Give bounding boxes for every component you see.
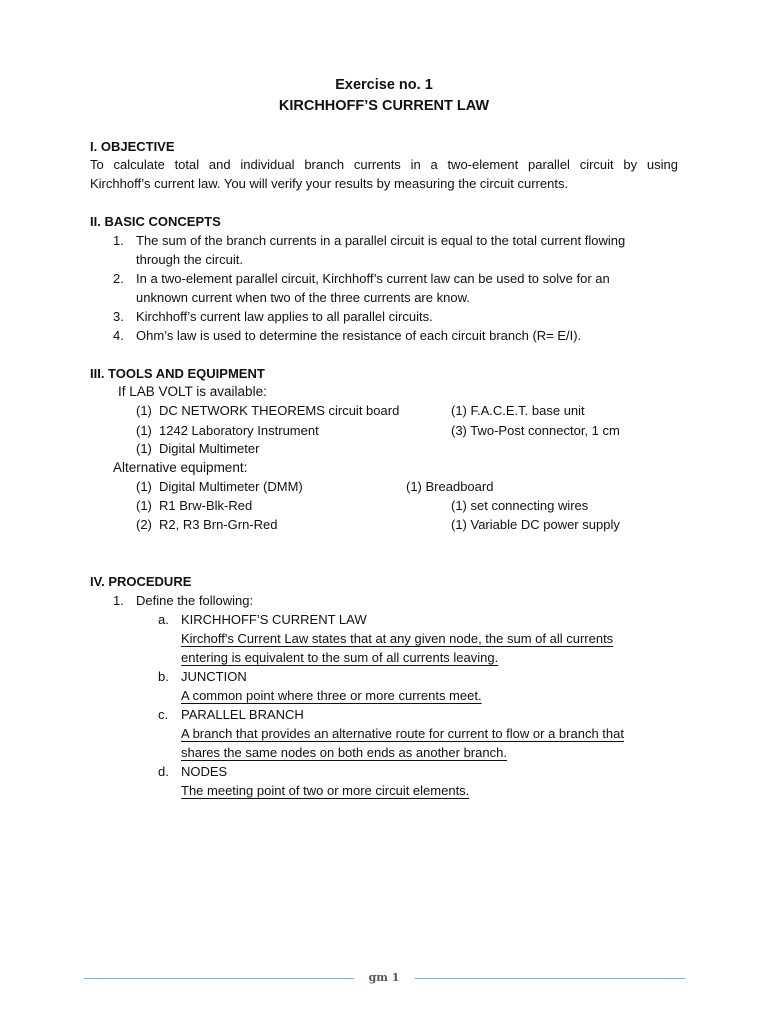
equipment-qty: (1)	[136, 403, 152, 418]
term-letter: a.	[158, 612, 169, 627]
concept-text: unknown current when two of the three currents are know.	[136, 290, 470, 305]
concept-number: 2.	[113, 271, 124, 286]
equipment-qty: (2)	[136, 517, 152, 532]
term-answer: A common point where three or more currents meet.	[181, 688, 482, 703]
equipment-qty: (1)	[136, 498, 152, 513]
procedure-step-number: 1.	[113, 593, 124, 608]
concept-text: Kirchhoff’s current law applies to all parallel circuits.	[136, 309, 433, 324]
term-label: PARALLEL BRANCH	[181, 707, 304, 722]
exercise-number-title: Exercise no. 1	[335, 77, 433, 93]
page-number-label: gm 1	[368, 971, 400, 984]
concept-text: The sum of the branch currents in a parallel circuit is equal to the total current flowing	[136, 233, 626, 248]
tools-heading: III. TOOLS AND EQUIPMENT	[90, 366, 265, 381]
concept-text: through the circuit.	[136, 252, 243, 267]
concept-number: 4.	[113, 328, 124, 343]
equipment-name: Digital Multimeter	[159, 441, 260, 456]
basic-concepts-heading: II. BASIC CONCEPTS	[90, 214, 221, 229]
procedure-heading: IV. PROCEDURE	[90, 574, 192, 589]
equipment-qty: (1)	[136, 441, 152, 456]
concept-text: Ohm’s law is used to determine the resistance of each circuit branch (R= E/I).	[136, 328, 582, 343]
document-title: KIRCHHOFF’S CURRENT LAW	[278, 98, 490, 114]
term-label: JUNCTION	[181, 669, 247, 684]
term-label: KIRCHHOFF’S CURRENT LAW	[181, 612, 367, 627]
term-answer: entering is equivalent to the sum of all currents leaving.	[181, 650, 499, 665]
procedure-step-text: Define the following:	[136, 593, 254, 608]
equipment-name-right: (3) Two-Post connector, 1 cm	[451, 423, 620, 438]
equipment-name: R1 Brw-Blk-Red	[159, 498, 253, 513]
concept-number: 3.	[113, 309, 124, 324]
term-letter: d.	[158, 764, 169, 779]
term-answer: A branch that provides an alternative route for current to flow or a branch that	[181, 726, 624, 741]
concept-number: 1.	[113, 233, 124, 248]
equipment-name: 1242 Laboratory Instrument	[159, 423, 319, 438]
term-answer: The meeting point of two or more circuit elements.	[181, 783, 470, 798]
concept-text: In a two-element parallel circuit, Kirchhoff’s current law can be used to solve for an	[136, 271, 610, 286]
objective-text-line-1: To calculate total and individual branch currents in a two-element parallel circuit by using	[90, 157, 678, 172]
equipment-name: DC NETWORK THEOREMS circuit board	[159, 403, 400, 418]
objective-text-line-2: Kirchhoff’s current law. You will verify your results by measuring the circuit currents.	[90, 176, 569, 191]
equipment-name-right: (1) F.A.C.E.T. base unit	[451, 403, 585, 418]
term-letter: b.	[158, 669, 169, 684]
alternative-equipment-subheading: Alternative equipment:	[113, 460, 248, 475]
equipment-name-right: (1) set connecting wires	[451, 498, 589, 513]
term-label: NODES	[181, 764, 228, 779]
equipment-qty: (1)	[136, 479, 152, 494]
equipment-qty: (1)	[136, 423, 152, 438]
equipment-name-right: (1) Breadboard	[406, 479, 494, 494]
equipment-name: R2, R3 Brn-Grn-Red	[159, 517, 278, 532]
term-answer: shares the same nodes on both ends as another branch.	[181, 745, 507, 760]
equipment-name: Digital Multimeter (DMM)	[159, 479, 303, 494]
objective-heading: I. OBJECTIVE	[90, 139, 175, 154]
labvolt-subheading: If LAB VOLT is available:	[118, 384, 267, 399]
term-answer: Kirchoff's Current Law states that at any given node, the sum of all currents	[181, 631, 614, 646]
term-letter: c.	[158, 707, 169, 722]
equipment-name-right: (1) Variable DC power supply	[451, 517, 620, 532]
